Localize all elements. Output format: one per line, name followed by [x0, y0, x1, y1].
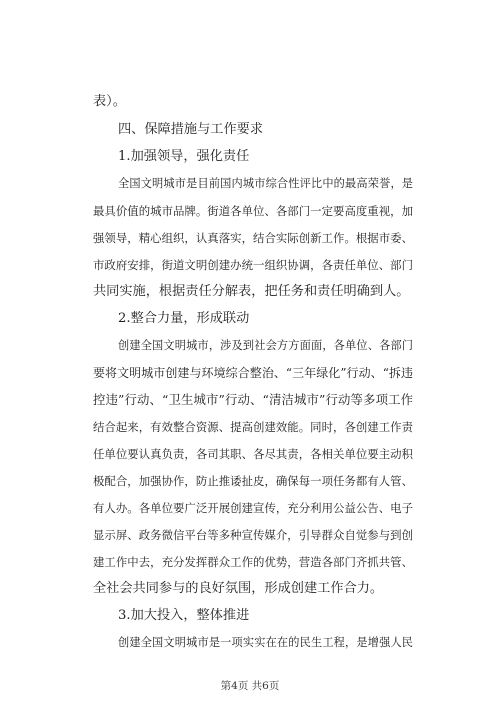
paragraph-line: 市政府安排，街道文明创建办统一组织协调，各责任单位、部门 [93, 258, 413, 272]
paragraph-line: 显示屏、政务微信平台等多种宣传媒介，引导群众自觉参与到创 [93, 528, 413, 542]
paragraph-line: 有人办。各单位要广泛开展创建宣传，充分利用公益公告、电子 [93, 501, 413, 515]
subsection-heading: 1.加强领导，强化责任 [118, 149, 250, 164]
paragraph-line: 全国文明城市是目前国内城市综合性评比中的最高荣誉，是 [118, 177, 413, 190]
paragraph-line: 共同实施，根据责任分解表，把任务和责任明确到人。 [93, 284, 410, 299]
paragraph-line: 创建全国文明城市是一项实实在在的民生工程，是增强人民 [118, 636, 413, 649]
section-heading: 四、保障措施与工作要求 [118, 122, 264, 137]
paragraph-line: 全社会共同参与的良好氛围，形成创建工作合力。 [93, 581, 384, 596]
paragraph-line: 创建全国文明城市，涉及到社会方方面面，各单位、各部门 [118, 339, 413, 352]
page-number-footer: 第4页 共6页 [220, 680, 280, 692]
paragraph-line: 建工作中去，充分发挥群众工作的优势，营造各部门齐抓共管、 [93, 555, 413, 569]
text-line: 表）。 [93, 94, 126, 109]
subsection-heading: 3.加大投入，整体推进 [118, 608, 250, 623]
paragraph-line: 控违”行动、“卫生城市”行动、“清洁城市”行动等多项工作 [93, 392, 413, 407]
subsection-heading: 2.整合力量，形成联动 [118, 311, 250, 326]
paragraph-line: 要将文明城市创建与环境综合整治、“三年绿化”行动、“拆违 [93, 366, 413, 380]
paragraph-line: 强领导，精心组织，认真落实，结合实际创新工作。根据市委、 [93, 231, 413, 245]
paragraph-line: 最具价值的城市品牌。街道各单位、各部门一定要高度重视，加 [93, 204, 413, 218]
paragraph-line: 极配合，加强协作，防止推诿扯皮，确保每一项任务都有人管、 [93, 474, 413, 488]
paragraph-line: 结合起来，有效整合资源、提高创建效能。同时，各创建工作责 [93, 420, 413, 434]
paragraph-line: 任单位要认真负责，各司其职、各尽其责，各相关单位要主动积 [93, 447, 413, 461]
